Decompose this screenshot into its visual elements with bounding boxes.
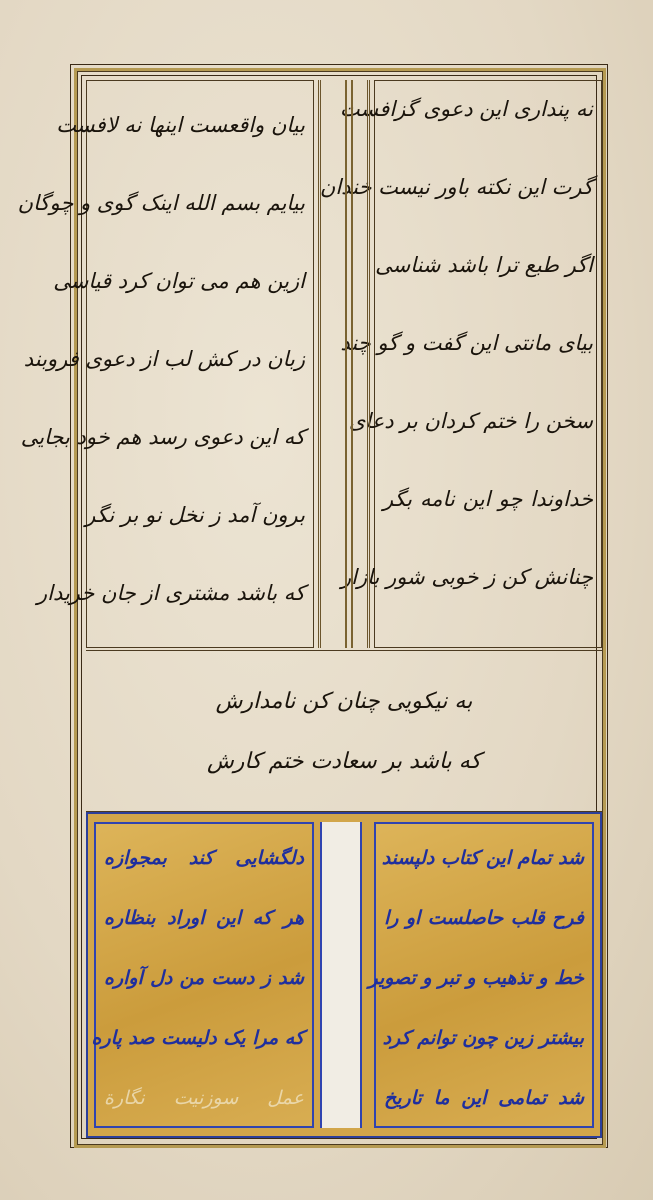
verse-line: چنانش کن ز خوبی شور بازار [341, 565, 593, 589]
verse-line: گرت این نکته باور نیست خندان [319, 175, 593, 199]
verse-line: خداوندا چو این نامه بگر [383, 487, 593, 511]
verse-panel [17, 80, 602, 648]
verse-line: بیان واقعست اینها نه لافست [56, 113, 305, 137]
colophon-column-left [91, 822, 314, 1128]
colophon-line: شد تمامی این ما تاریخ [384, 1087, 584, 1109]
colophon-line: که مرا یک دلیست صد پاره [91, 1027, 304, 1049]
verse-line: ازین هم می توان کرد قیاسی [53, 269, 305, 293]
verse-line: بیای مانتی این گفت و گو چند [340, 331, 593, 355]
column-gutter [318, 80, 370, 648]
verse-line: زبان در کش لب از دعوی فروبند [23, 347, 305, 371]
colophon-gutter [320, 822, 362, 1128]
verse-line: بیایم بسم الله اینک گوی و چوگان [17, 191, 305, 215]
colophon-line: بیشتر زین چون توانم کرد [382, 1027, 584, 1049]
colophon-line: هر که این اوراد بنظاره [104, 907, 304, 929]
couplet-line: که باشد بر سعادت ختم کارش [206, 749, 482, 774]
verse-line: سخن را ختم کردان بر دعای [348, 409, 593, 433]
verse-line: که این دعوی رسد هم خود بجایی [20, 425, 305, 449]
gutter-rule [345, 80, 353, 648]
scribe-signature: عمل سوزنیت نگارة [104, 1087, 304, 1109]
verse-line: که باشد مشتری از جان خریدار [36, 581, 305, 605]
colophon-line: فرح قلب حاصلست او را [384, 907, 584, 929]
colophon-line: شد تمام این کتاب دلپسند [381, 847, 584, 869]
verse-column-right [319, 80, 602, 648]
couplet-line: به نیکویی چنان کن نامدارش [215, 689, 473, 714]
verse-line: اگر طبع ترا باشد شناسی [375, 253, 593, 277]
colophon-line: خط و تذهیب و تبر و تصویر [368, 967, 584, 989]
couplet-band [86, 650, 602, 812]
verse-line: برون آمد ز نخل نو بر نگر [85, 503, 305, 527]
colophon-line: دلگشایی کند بمجوازه [104, 847, 304, 869]
verse-column-left [17, 80, 314, 648]
colophon-panel [86, 812, 602, 1138]
colophon-line: شد ز دست من دل آواره [104, 967, 304, 989]
colophon-column-right [368, 822, 594, 1128]
verse-line: نه پنداری این دعوی گزافست [339, 97, 593, 121]
